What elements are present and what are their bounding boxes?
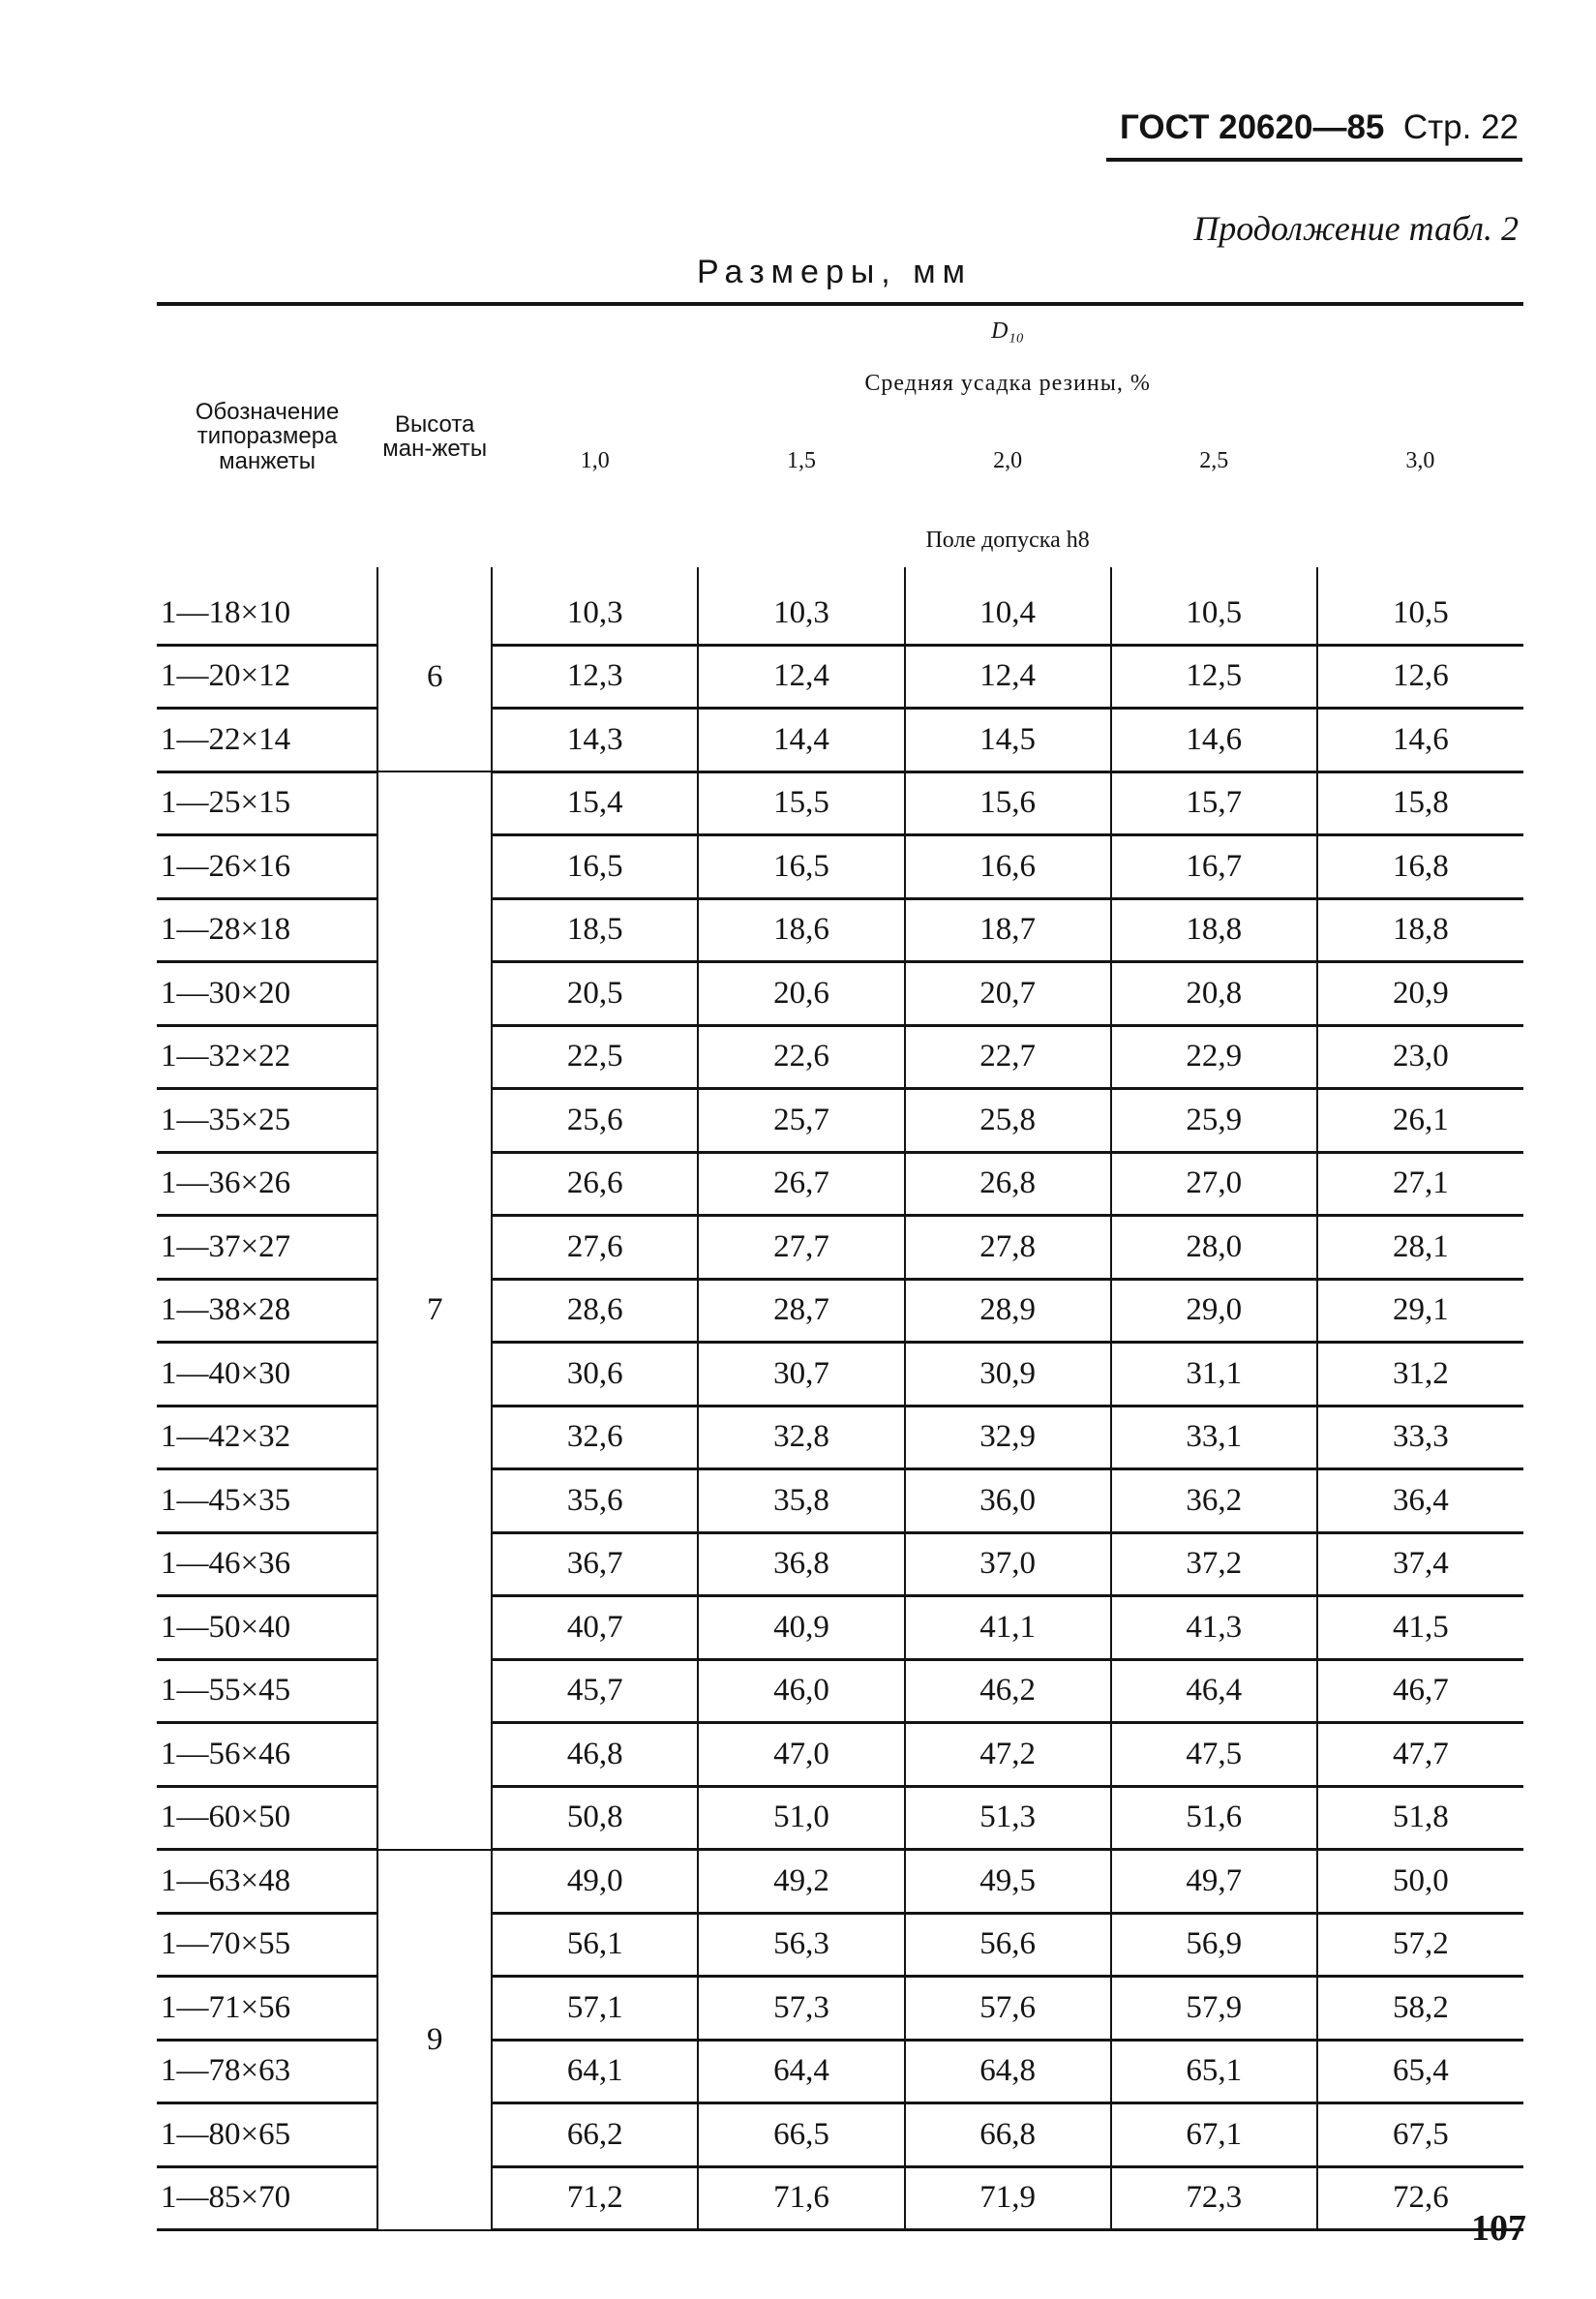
row-d10-value: 28,9 xyxy=(905,1279,1111,1343)
row-designation: 1—42×32 xyxy=(157,1406,377,1469)
row-d10-value: 57,6 xyxy=(905,1977,1111,2041)
row-designation: 1—63×48 xyxy=(157,1850,377,1914)
table-row xyxy=(157,835,1523,899)
row-d10-value: 15,5 xyxy=(698,771,904,835)
row-d10-value: 57,3 xyxy=(698,1977,904,2041)
row-height-group: 6 xyxy=(377,567,492,771)
row-d10-value: 14,6 xyxy=(1317,709,1523,772)
row-d10-value: 12,4 xyxy=(698,645,904,709)
row-designation: 1—80×65 xyxy=(157,2103,377,2167)
table-row xyxy=(157,1152,1523,1216)
row-d10-value: 67,1 xyxy=(1111,2103,1317,2167)
table-row xyxy=(157,1659,1523,1723)
row-designation: 1—35×25 xyxy=(157,1089,377,1153)
row-d10-value: 29,0 xyxy=(1111,1279,1317,1343)
row-d10-value: 30,6 xyxy=(492,1343,698,1407)
row-d10-value: 26,8 xyxy=(905,1152,1111,1216)
dimensions-table xyxy=(157,302,1523,2231)
row-d10-value: 56,9 xyxy=(1111,1913,1317,1977)
table-row xyxy=(157,1850,1523,1914)
page-label: Стр. 22 xyxy=(1402,108,1519,146)
row-d10-value: 41,3 xyxy=(1111,1596,1317,1660)
row-d10-value: 16,7 xyxy=(1111,835,1317,899)
row-height-group: 9 xyxy=(377,1850,492,2230)
table-row xyxy=(157,2166,1523,2230)
row-d10-value: 18,8 xyxy=(1111,898,1317,962)
row-d10-value: 20,9 xyxy=(1317,962,1523,1026)
row-d10-value: 46,0 xyxy=(698,1659,904,1723)
row-d10-value: 22,7 xyxy=(905,1025,1111,1089)
row-d10-value: 10,4 xyxy=(905,567,1111,645)
row-d10-value: 25,7 xyxy=(698,1089,904,1153)
row-d10-value: 12,6 xyxy=(1317,645,1523,709)
row-d10-value: 40,9 xyxy=(698,1596,904,1660)
row-d10-value: 14,5 xyxy=(905,709,1111,772)
row-d10-value: 50,0 xyxy=(1317,1850,1523,1914)
row-designation: 1—56×46 xyxy=(157,1723,377,1787)
row-d10-value: 31,2 xyxy=(1317,1343,1523,1407)
row-d10-value: 20,8 xyxy=(1111,962,1317,1026)
row-designation: 1—32×22 xyxy=(157,1025,377,1089)
row-d10-value: 46,2 xyxy=(905,1659,1111,1723)
row-d10-value: 28,7 xyxy=(698,1279,904,1343)
row-designation: 1—37×27 xyxy=(157,1216,377,1280)
row-d10-value: 27,1 xyxy=(1317,1152,1523,1216)
row-d10-value: 50,8 xyxy=(492,1786,698,1850)
row-d10-value: 14,6 xyxy=(1111,709,1317,772)
table-row xyxy=(157,645,1523,709)
row-d10-value: 66,5 xyxy=(698,2103,904,2167)
row-d10-value: 40,7 xyxy=(492,1596,698,1660)
row-d10-value: 37,2 xyxy=(1111,1532,1317,1596)
table-row xyxy=(157,771,1523,835)
row-d10-value: 25,9 xyxy=(1111,1089,1317,1153)
row-d10-value: 26,7 xyxy=(698,1152,904,1216)
row-d10-value: 49,0 xyxy=(492,1850,698,1914)
row-d10-value: 57,1 xyxy=(492,1977,698,2041)
row-d10-value: 71,6 xyxy=(698,2166,904,2230)
table-row xyxy=(157,1786,1523,1850)
row-d10-value: 71,2 xyxy=(492,2166,698,2230)
table-row xyxy=(157,1532,1523,1596)
row-d10-value: 33,3 xyxy=(1317,1406,1523,1469)
row-d10-value: 57,9 xyxy=(1111,1977,1317,2041)
row-d10-value: 15,6 xyxy=(905,771,1111,835)
row-d10-value: 49,5 xyxy=(905,1850,1111,1914)
row-d10-value: 32,6 xyxy=(492,1406,698,1469)
row-d10-value: 46,4 xyxy=(1111,1659,1317,1723)
row-designation: 1—45×35 xyxy=(157,1469,377,1533)
row-d10-value: 27,6 xyxy=(492,1216,698,1280)
row-d10-value: 28,1 xyxy=(1317,1216,1523,1280)
row-designation: 1—36×26 xyxy=(157,1152,377,1216)
table-row xyxy=(157,1216,1523,1280)
row-d10-value: 71,9 xyxy=(905,2166,1111,2230)
row-designation: 1—38×28 xyxy=(157,1279,377,1343)
table-row xyxy=(157,1343,1523,1407)
row-d10-value: 49,7 xyxy=(1111,1850,1317,1914)
row-d10-value: 12,5 xyxy=(1111,645,1317,709)
row-d10-value: 27,7 xyxy=(698,1216,904,1280)
row-d10-value: 66,2 xyxy=(492,2103,698,2167)
row-d10-value: 22,6 xyxy=(698,1025,904,1089)
row-designation: 1—70×55 xyxy=(157,1913,377,1977)
row-d10-value: 12,3 xyxy=(492,645,698,709)
row-designation: 1—22×14 xyxy=(157,709,377,772)
row-d10-value: 10,5 xyxy=(1317,567,1523,645)
row-d10-value: 36,2 xyxy=(1111,1469,1317,1533)
row-d10-value: 32,8 xyxy=(698,1406,904,1469)
row-height-group: 7 xyxy=(377,771,492,1850)
row-d10-value: 57,2 xyxy=(1317,1913,1523,1977)
table-row xyxy=(157,1406,1523,1469)
row-d10-value: 35,6 xyxy=(492,1469,698,1533)
row-d10-value: 49,2 xyxy=(698,1850,904,1914)
row-designation: 1—85×70 xyxy=(157,2166,377,2230)
header-d10: D₁₀ xyxy=(492,304,1523,358)
row-d10-value: 37,0 xyxy=(905,1532,1111,1596)
standard-number: ГОСТ 20620—85 xyxy=(1120,108,1385,146)
row-d10-value: 45,7 xyxy=(492,1659,698,1723)
row-d10-value: 30,7 xyxy=(698,1343,904,1407)
row-d10-value: 36,7 xyxy=(492,1532,698,1596)
row-d10-value: 15,7 xyxy=(1111,771,1317,835)
row-d10-value: 51,8 xyxy=(1317,1786,1523,1850)
table-row xyxy=(157,1279,1523,1343)
row-d10-value: 72,6 xyxy=(1317,2166,1523,2230)
row-designation: 1—55×45 xyxy=(157,1659,377,1723)
units-caption: Размеры, мм xyxy=(697,254,972,290)
table-row xyxy=(157,1977,1523,2041)
row-d10-value: 29,1 xyxy=(1317,1279,1523,1343)
row-d10-value: 22,5 xyxy=(492,1025,698,1089)
row-d10-value: 31,1 xyxy=(1111,1343,1317,1407)
header-shrinkage: Средняя усадка резины, % xyxy=(864,370,1151,396)
row-d10-value: 47,5 xyxy=(1111,1723,1317,1787)
row-designation: 1—71×56 xyxy=(157,1977,377,2041)
row-d10-value: 16,5 xyxy=(698,835,904,899)
header-tolerance: Поле допуска h8 xyxy=(925,527,1090,553)
row-d10-value: 30,9 xyxy=(905,1343,1111,1407)
row-d10-value: 51,0 xyxy=(698,1786,904,1850)
row-d10-value: 26,6 xyxy=(492,1152,698,1216)
row-d10-value: 16,8 xyxy=(1317,835,1523,899)
row-designation: 1—78×63 xyxy=(157,2040,377,2103)
row-d10-value: 51,6 xyxy=(1111,1786,1317,1850)
row-d10-value: 64,1 xyxy=(492,2040,698,2103)
row-d10-value: 36,8 xyxy=(698,1532,904,1596)
row-d10-value: 47,2 xyxy=(905,1723,1111,1787)
row-d10-value: 47,7 xyxy=(1317,1723,1523,1787)
row-designation: 1—25×15 xyxy=(157,771,377,835)
row-d10-value: 18,5 xyxy=(492,898,698,962)
row-d10-value: 33,1 xyxy=(1111,1406,1317,1469)
table-row xyxy=(157,2103,1523,2167)
row-d10-value: 32,9 xyxy=(905,1406,1111,1469)
row-d10-value: 25,6 xyxy=(492,1089,698,1153)
row-d10-value: 41,1 xyxy=(905,1596,1111,1660)
row-d10-value: 37,4 xyxy=(1317,1532,1523,1596)
row-d10-value: 10,3 xyxy=(492,567,698,645)
row-designation: 1—50×40 xyxy=(157,1596,377,1660)
row-designation: 1—46×36 xyxy=(157,1532,377,1596)
row-d10-value: 36,4 xyxy=(1317,1469,1523,1533)
row-d10-value: 16,6 xyxy=(905,835,1111,899)
row-designation: 1—28×18 xyxy=(157,898,377,962)
row-d10-value: 27,0 xyxy=(1111,1152,1317,1216)
table-body xyxy=(157,567,1523,2230)
header-shrink-2: 1,5 xyxy=(786,448,816,474)
row-d10-value: 12,4 xyxy=(905,645,1111,709)
row-d10-value: 15,8 xyxy=(1317,771,1523,835)
row-d10-value: 23,0 xyxy=(1317,1025,1523,1089)
table-continuation-caption: Продолжение табл. 2 xyxy=(1193,209,1519,248)
row-d10-value: 64,4 xyxy=(698,2040,904,2103)
row-d10-value: 10,3 xyxy=(698,567,904,645)
row-designation: 1—26×16 xyxy=(157,835,377,899)
row-d10-value: 56,1 xyxy=(492,1913,698,1977)
row-designation: 1—20×12 xyxy=(157,645,377,709)
row-d10-value: 47,0 xyxy=(698,1723,904,1787)
row-designation: 1—18×10 xyxy=(157,567,377,645)
row-d10-value: 72,3 xyxy=(1111,2166,1317,2230)
page-header xyxy=(1102,108,1519,147)
row-d10-value: 25,8 xyxy=(905,1089,1111,1153)
row-d10-value: 56,3 xyxy=(698,1913,904,1977)
table-row xyxy=(157,709,1523,772)
row-d10-value: 41,5 xyxy=(1317,1596,1523,1660)
row-d10-value: 18,7 xyxy=(905,898,1111,962)
row-d10-value: 20,7 xyxy=(905,962,1111,1026)
header-shrink-5: 3,0 xyxy=(1405,448,1435,474)
row-d10-value: 26,1 xyxy=(1317,1089,1523,1153)
row-designation: 1—40×30 xyxy=(157,1343,377,1407)
row-d10-value: 20,5 xyxy=(492,962,698,1026)
row-d10-value: 22,9 xyxy=(1111,1025,1317,1089)
row-d10-value: 66,8 xyxy=(905,2103,1111,2167)
row-d10-value: 67,5 xyxy=(1317,2103,1523,2167)
row-d10-value: 46,8 xyxy=(492,1723,698,1787)
table-row xyxy=(157,1469,1523,1533)
table-row xyxy=(157,898,1523,962)
table-row xyxy=(157,1089,1523,1153)
row-d10-value: 10,5 xyxy=(1111,567,1317,645)
header-shrink-1: 1,0 xyxy=(580,448,610,474)
row-d10-value: 14,4 xyxy=(698,709,904,772)
row-d10-value: 18,6 xyxy=(698,898,904,962)
header-height: Высота ман-жеты xyxy=(377,304,492,567)
header-shrink-3: 2,0 xyxy=(993,448,1023,474)
row-d10-value: 28,0 xyxy=(1111,1216,1317,1280)
row-designation: 1—60×50 xyxy=(157,1786,377,1850)
row-d10-value: 51,3 xyxy=(905,1786,1111,1850)
row-d10-value: 20,6 xyxy=(698,962,904,1026)
row-d10-value: 18,8 xyxy=(1317,898,1523,962)
table-row xyxy=(157,1913,1523,1977)
row-d10-value: 65,1 xyxy=(1111,2040,1317,2103)
row-d10-value: 27,8 xyxy=(905,1216,1111,1280)
table-row xyxy=(157,2040,1523,2103)
row-d10-value: 64,8 xyxy=(905,2040,1111,2103)
row-d10-value: 16,5 xyxy=(492,835,698,899)
row-d10-value: 58,2 xyxy=(1317,1977,1523,2041)
page-number: 107 xyxy=(1471,2208,1526,2249)
row-d10-value: 56,6 xyxy=(905,1913,1111,1977)
row-d10-value: 28,6 xyxy=(492,1279,698,1343)
header-shrink-4: 2,5 xyxy=(1199,448,1229,474)
table-row xyxy=(157,1723,1523,1787)
table-row xyxy=(157,1596,1523,1660)
table-row xyxy=(157,1025,1523,1089)
table-row xyxy=(157,962,1523,1026)
row-d10-value: 36,0 xyxy=(905,1469,1111,1533)
row-d10-value: 14,3 xyxy=(492,709,698,772)
row-d10-value: 46,7 xyxy=(1317,1659,1523,1723)
row-d10-value: 35,8 xyxy=(698,1469,904,1533)
row-d10-value: 15,4 xyxy=(492,771,698,835)
header-designation: Обозначение типоразмера манжеты xyxy=(157,304,377,567)
row-designation: 1—30×20 xyxy=(157,962,377,1026)
header-rule xyxy=(1106,158,1522,162)
row-d10-value: 65,4 xyxy=(1317,2040,1523,2103)
table-row xyxy=(157,567,1523,645)
